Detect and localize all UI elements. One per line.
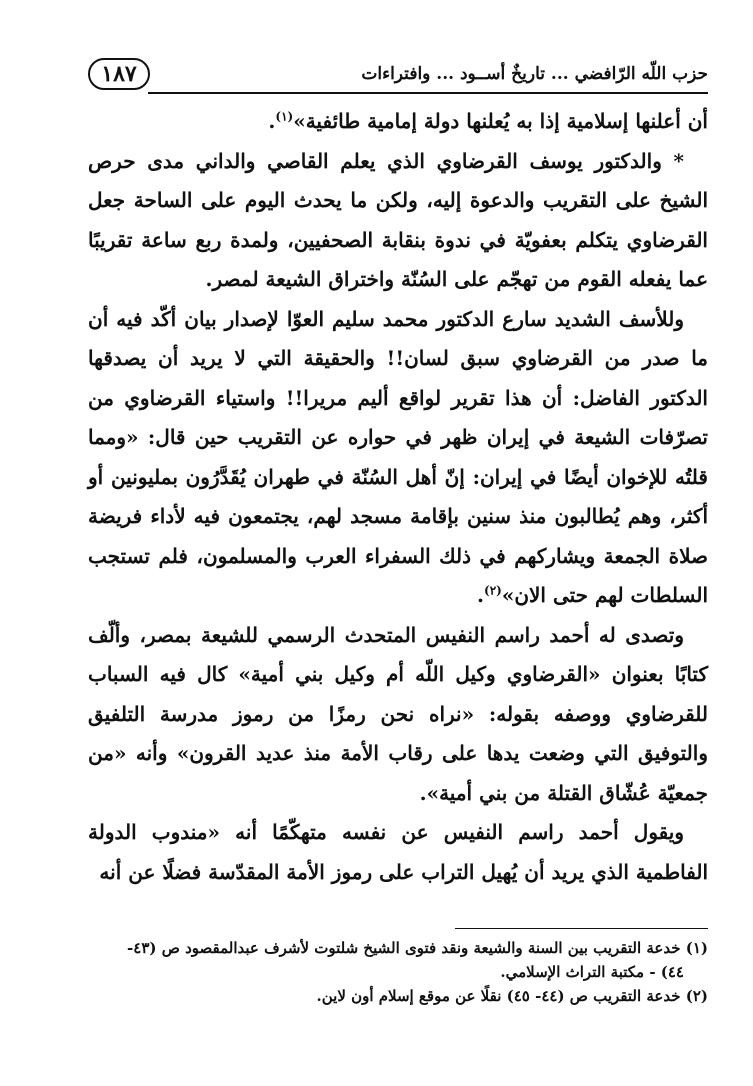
body-text	[88, 102, 708, 892]
page-header	[88, 58, 708, 100]
footnote-ref-1: (١)	[275, 109, 294, 124]
paragraph: وللأسف الشديد سارع الدكتور محمد سليم العوّا لإصدار بيان أكّد فيه أن ما صدر من القرضاوي سبق لسان!! والحقيقة التي لا يريد أن يصدقها الدكتور الفاضل: أن هذا تقرير لواقع أليم مريرا!! واستياء القرضاوي من تصرّفات الشيعة في إيران ظهر في حواره عن التقريب حين قال: «ومما قلتُه للإخوان أيضًا في إيران: إنّ أهل السُنّة في طهران يُقَدَّرُون بمليونين أو أكثر، وهم يُطالبون منذ سنين بإقامة مسجد لهم، يجتمعون فيه لأداء فريضة صلاة الجمعة ويشاركهم في ذلك السفراء العرب والمسلمون، فلم تستجب السلطات لهم حتى الان»$^{(٢)}$.	[88, 306, 709, 607]
footnotes	[88, 936, 708, 1008]
header-rule	[148, 92, 708, 94]
footnote-1: (١) خدعة التقريب بين السنة والشيعة ونقد فتوى الشيخ شلتوت لأشرف عبدالمقصود ص (٤٣-	[127, 939, 708, 957]
paragraph: وتصدى له أحمد راسم النفيس المتحدث الرسمي للشيعة بمصر، وألّف كتابًا بعنوان «القرضاوي وكيل اللّه أم وكيل بني أمية» كال فيه السباب للقرضاوي ووصفه بقوله: «نراه نحن رمزًا من رموز مدرسة التلفيق والتوفيق التي وضعت يدها على رقاب الأمة منذ عديد القرون» وأنه «من جمعيّة عُشّاق القتلة من بني أمية».	[88, 622, 708, 805]
footnote-separator	[455, 928, 708, 929]
paragraph: أن أعلنها إسلامية إذا به يُعلنها دولة إمامية طائفية»$^{(١)}$.	[268, 109, 708, 133]
footnote-1-continued: ٤٤) - مكتبة التراث الإسلامي.	[500, 963, 684, 981]
paragraph: * والدكتور يوسف القرضاوي الذي يعلم القاصي والداني مدى حرص الشيخ على التقريب والدعوة إليه، ولكن ما يحدث اليوم على الساحة جعل القرضاوي يتكلم بعفويّة في ندوة بنقابة الصحفيين، ولمدة ربع ساعة تقريبًا عما يفعله القوم من تهجّم على السُنّة واختراق الشيعة لمصر.	[88, 148, 708, 291]
page-number-badge	[88, 58, 150, 90]
footnote-2: (٢) خدعة التقريب ص (٤٤- ٤٥) نقلًا عن موقع إسلام أون لاين.	[316, 987, 708, 1005]
page-number: ١٨٧	[101, 61, 137, 87]
running-title: حزب اللّه الرّافضي ... تاريخٌ أســود ... وافتراءات	[361, 64, 708, 84]
paragraph: ويقول أحمد راسم النفيس عن نفسه متهكّمًا أنه «مندوب الدولة الفاطمية الذي يريد أن يُهيل التراب على رموز الأمة المقدّسة فضلًا عن أنه	[88, 820, 708, 884]
footnote-ref-2: (٢)	[484, 583, 502, 598]
